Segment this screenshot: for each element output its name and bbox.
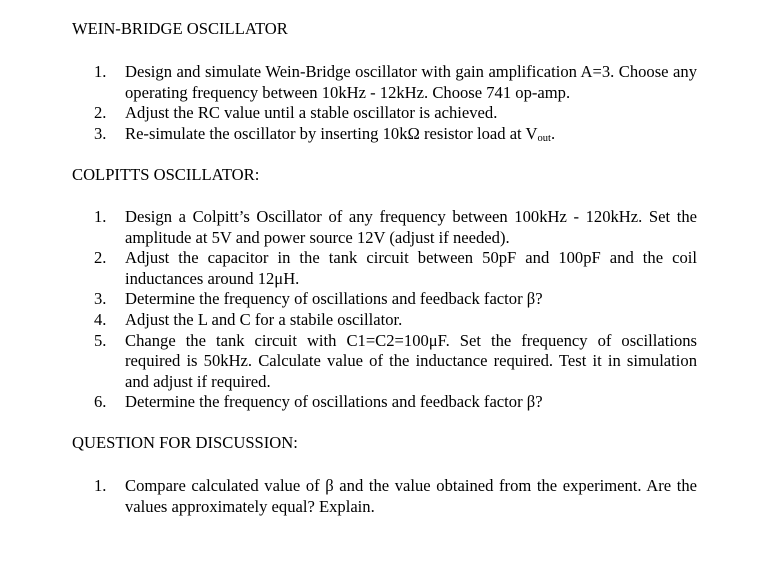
list-item	[94, 62, 697, 103]
list-item	[94, 476, 697, 517]
item-text: Adjust the RC value until a stable oscillator is achieved.	[125, 103, 498, 123]
item-number: 4.	[94, 309, 107, 329]
item-text: Determine the frequency of oscillations and feedback factor β?	[125, 392, 543, 412]
item-text: Adjust the L and C for a stabile oscillator.	[125, 309, 403, 329]
item-text: Design a Colpitt’s Oscillator of any frequency between 100kHz - 120kHz. Set the amplitude at 5V and power source 12V (adjust if needed).	[125, 207, 697, 247]
item-text-subscript: out	[537, 132, 551, 144]
item-number: 3.	[94, 123, 107, 143]
item-number: 6.	[94, 392, 107, 412]
list-item	[94, 310, 697, 331]
item-text: Re-simulate the oscillator by inserting 10kΩ resistor load at V	[125, 123, 538, 143]
list-item	[94, 331, 697, 393]
item-number: 2.	[94, 103, 107, 123]
list-item	[94, 103, 697, 124]
item-text: Determine the frequency of oscillations and feedback factor β?	[125, 289, 543, 309]
item-number: 1.	[94, 207, 107, 226]
item-text: Design and simulate Wein-Bridge oscillator with gain amplification A=3. Choose any operating frequency between 10kHz - 12kHz. Choose 741 op-amp.	[125, 62, 697, 102]
discussion-question-list	[94, 476, 697, 517]
colpitts-task-list	[94, 207, 697, 413]
item-text: Adjust the capacitor in the tank circuit between 50pF and 100pF and the coil inductances around 12μH.	[125, 248, 697, 288]
wein-bridge-task-list	[94, 62, 697, 144]
section-title-wein-bridge: WEIN-BRIDGE OSCILLATOR	[72, 19, 288, 38]
item-text: Change the tank circuit with C1=C2=100μF. Set the frequency of oscillations required is 50kHz. Calculate value of the inductance required. Test it in simulation and adjust if required.	[125, 330, 697, 391]
list-item	[94, 207, 697, 248]
item-number: 1.	[94, 476, 107, 495]
item-text: Compare calculated value of β and the value obtained from the experiment. Are the values approximately equal? Explain.	[125, 476, 697, 516]
section-title-discussion: QUESTION FOR DISCUSSION:	[72, 433, 298, 452]
list-item	[94, 289, 697, 310]
item-number: 2.	[94, 248, 107, 268]
list-item	[94, 124, 697, 145]
item-number: 1.	[94, 62, 107, 81]
list-item	[94, 392, 697, 413]
item-text-tail: .	[550, 123, 556, 143]
list-item	[94, 248, 697, 289]
item-number: 3.	[94, 289, 107, 309]
section-title-colpitts: COLPITTS OSCILLATOR:	[72, 165, 260, 184]
item-number: 5.	[94, 330, 107, 350]
